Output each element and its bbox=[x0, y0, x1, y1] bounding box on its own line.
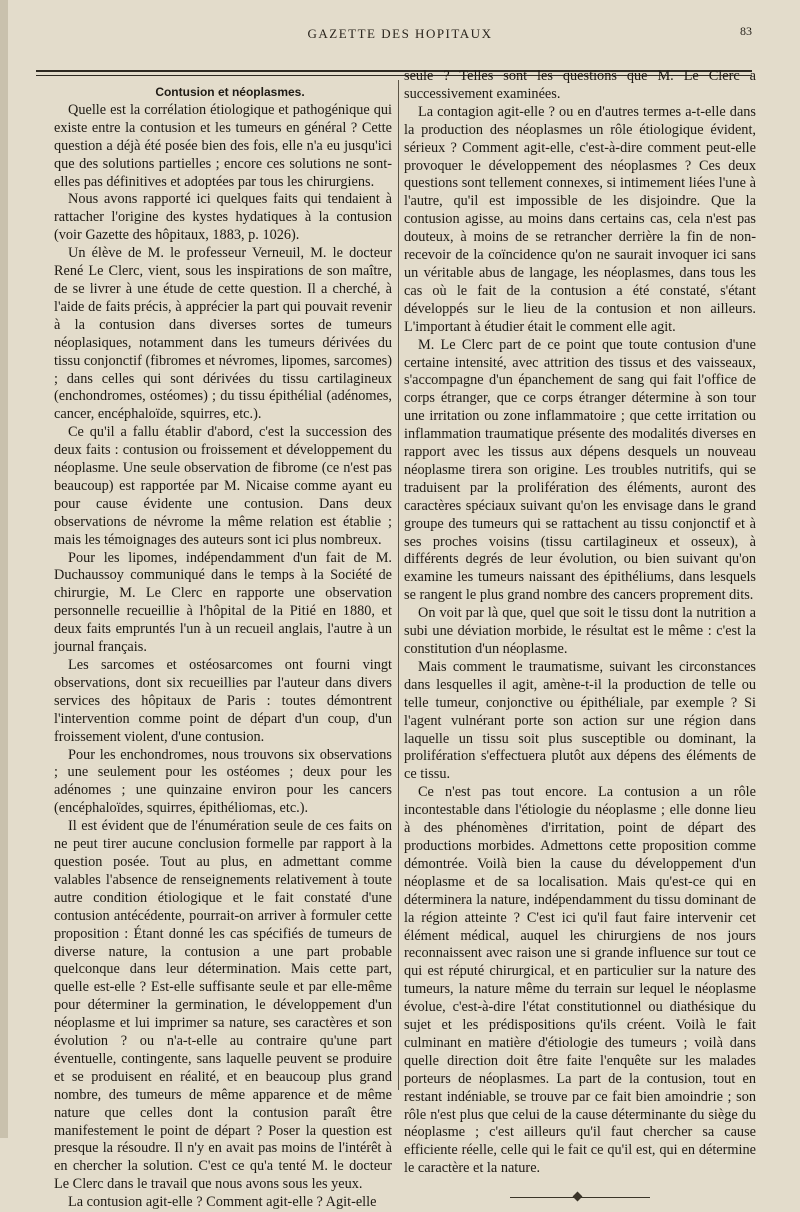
paragraph: Quelle est la corrélation étiologique et pathogénique qui existe entre la contusion et les tumeurs en général ? Cette question a déjà été posée bien des fois, elle n'a eu jusqu'ici que des solutions partielles ; encore ces solutions ne sont-elles pas définitives et adoptées par tous les chirurgiens. bbox=[54, 101, 392, 190]
article-end-ornament bbox=[510, 1192, 650, 1202]
ornament-diamond bbox=[573, 1192, 583, 1202]
paragraph: La contusion agit-elle ? Comment agit-elle ? Agit-elle bbox=[68, 1194, 377, 1211]
paragraph: Ce qu'il a fallu établir d'abord, c'est la succession des deux faits : contusion ou froissement et développement du néoplasme. Une seule observation de fibrome (ce n'est pas beaucoup) est rapportée par M. Nicaise comme ayant eu pour cause évidente une contusion. Dans deux observations de névrome la même relation est établie ; mais les témoignages des auteurs sont ici plus nombreux. bbox=[54, 424, 392, 548]
paragraph: Un élève de M. le professeur Verneuil, M. le docteur René Le Clerc, vient, sous les inspirations de son maître, de se livrer à une étude de cette question. Il a cherché, à l'aide de faits précis, à apprécier la part qui pouvait revenir à la contusion dans diverses sortes de tumeurs néoplasiques, notamment dans les tumeurs dérivées du tissu conjonctif (fibromes et névromes, lipomes, sarcomes) ; dans celles qui sont dérivées du tissu cartilagineux (enchondromes, ostéomes) ; du tissu épithélial (adénomes, cancer, encéphaloïde, squirres, etc.). bbox=[54, 245, 392, 423]
paragraph: Mais comment le traumatisme, suivant les circonstances dans lesquelles il agit, amène-t-il la production de telle ou telle tumeur, conjonctive ou épithéliale, par exemple ? Si l'agent vulnérant porte son action sur une région dans laquelle un tissu soit plus susceptible ou dominant, la prolifération s'effectuera plutôt aux dépens des éléments de ce tissu. bbox=[404, 658, 756, 783]
paragraph: M. Le Clerc part de ce point que toute contusion d'une certaine intensité, avec attrition des tissus et des vaisseaux, s'accompagne d'un épanchement de sang qui fait l'office de corps étranger, que ce corps étranger détermine à son tour une irritation ou zone inflammatoire ; que cette irritation ou inflammation traumatique présente des modalités diverses en rapport avec les tissus aux dépens desquels un nouveau néoplasme tirera son origine. Les troubles nutritifs, qui se traduisent par la prolifération des éléments, auront des caractères spéciaux suivant qu'on les envisage dans le grand groupe des tumeurs qui se rattachent au tissu conjonctif et à ses proches voisins (tissu cartilagineux et osseux), à différents degrés de leur évolution, ou bien suivant qu'on examine les tumeurs naissant des épithéliums, dans lesquels se rangent le plus grand nombre des cancers proprement dits. bbox=[404, 336, 756, 604]
paragraph-continued: seule ? Telles sont les questions que M. Le Clerc a successivement examinées. bbox=[404, 68, 756, 102]
paragraph: On voit par là que, quel que soit le tissu dont la nutrition a subi une déviation morbide, le résultat est le même : c'est la constitution d'un néoplasme. bbox=[404, 605, 756, 657]
left-column bbox=[54, 84, 392, 1212]
paragraph: Les sarcomes et ostéosarcomes ont fourni vingt observations, dont six recueillies par l'auteur dans divers services des hôpitaux de Paris : toutes démontrent l'intervention comme point de départ d'un coup, d'un froissement violent, d'une contusion. bbox=[54, 657, 392, 745]
paragraph: Ce n'est pas tout encore. La contusion a un rôle incontestable dans l'étiologie du néoplasme ; elle donne lieu à des phénomènes d'irritation, point de départ des productions morbides. Admettons cette proposition comme démontrée. Voilà bien la cause du développement d'un néoplasme et de sa localisation. Mais qu'est-ce qui en déterminera la nature, indépendamment du tissu dominant de la région atteinte ? C'est ici qu'il faut faire intervenir cet élément médical, auquel les chirurgiens de nos jours reconnaissent avec raison une si grande influence sur tout ce qui est réputé chirurgical, et en particulier sur la nature des tumeurs, la nature même du terrain sur lequel le néoplasme évolue, c'est-à-dire l'état constitutionnel ou diathésique du sujet et les prédispositions qu'ils créent. Voilà le fait culminant en matière d'étiologie des tumeurs ; voilà dans quelle direction doit être faite l'enquête sur les malades porteurs de néoplasmes. La part de la contusion, tout en restant indéniable, se trouve par ce fait bien amoindrie ; son rôle n'est plus que celui de la cause déterminante du siège du néoplasme ; c'est ailleurs qu'il faut chercher sa cause efficiente réelle, celle qui le fait ce qu'il est, qui en détermine le caractère et la nature. bbox=[404, 784, 756, 1177]
running-header: GAZETTE DES HOPITAUX bbox=[307, 26, 493, 41]
page-binding-edge bbox=[0, 0, 8, 1138]
paragraph: Pour les lipomes, indépendamment d'un fait de M. Duchaussoy communiqué dans le temps à la Société de chirurgie, M. Le Clerc en rapporte une observation personnelle recueillie à l'hôpital de la Pitié en 1880, et deux faits empruntés l'un à un recueil anglais, l'autre à un journal français. bbox=[54, 549, 392, 656]
article-title: Contusion et néoplasmes. bbox=[155, 85, 305, 99]
paragraph: Nous avons rapporté ici quelques faits qui tendaient à rattacher l'origine des kystes hydatiques à la contusion (voir Gazette des hôpitaux, 1883, p. 1026). bbox=[54, 191, 392, 244]
column-divider bbox=[398, 80, 399, 1090]
right-column bbox=[404, 68, 756, 1202]
paragraph: La contagion agit-elle ? ou en d'autres termes a-t-elle dans la production des néoplasmes un rôle étiologique évident, sérieux ? Comment agit-elle, c'est-à-dire comment peut-elle provoquer le développement des néoplasmes ? Ces deux questions sont tellement connexes, si intimement liées l'une à l'autre, qu'il est impossible de les disjoindre. Que la contusion agisse, au moins dans certains cas, cela n'est pas douteux, à moins de se retrancher derrière la fin de non-recevoir de la coïncidence qu'on ne saurait invoquer ici sans un véritable abus de langage, les néoplasmes, dans tous les cas où le fait de la contusion a été constaté, s'étant développés sur le lieu de la contusion et non ailleurs. L'important à étudier était le comment elle agit. bbox=[404, 103, 756, 335]
paragraph: Il est évident que de l'énumération seule de ces faits on ne peut tirer aucune conclusion formelle par rapport à la question posée. Tout au plus, en admettant comme valables l'absence de renseignements relativement à toute autre condition étiologique et le fait constaté d'une contusion antécédente, pourrait-on arriver à formuler cette proposition : Étant donné les cas spécifiés de tumeurs de diverse nature, la contusion a une part probable quelconque dans leur détermination. Mais cette part, quelle est-elle ? Est-elle suffisante seule et par elle-même pour déterminer la germination, le développement d'un néoplasme et lui imprimer sa nature, ses caractères et son évolution ? ou n'a-t-elle au contraire qu'une part éventuelle, contingente, sans laquelle peuvent se produire et se produisent en réalité, et en beaucoup plus grand nombre, des tumeurs de même apparence et de même nature que celles dont la contusion paraît être manifestement le point de départ ? Poser la question est presque la résoudre. Il n'y en avait pas moins de l'intérêt à en chercher la solution. C'est ce qu'a tenté M. le docteur Le Clerc dans le travail que nous avons sous les yeux. bbox=[54, 818, 392, 1193]
paragraph: Pour les enchondromes, nous trouvons six observations ; une seulement pour les ostéomes ; deux pour les adénomes ; une quinzaine environ pour les cancers (encéphaloïdes, squirres, épithéliomas, etc.). bbox=[54, 746, 392, 817]
page-number: 83 bbox=[740, 24, 752, 38]
